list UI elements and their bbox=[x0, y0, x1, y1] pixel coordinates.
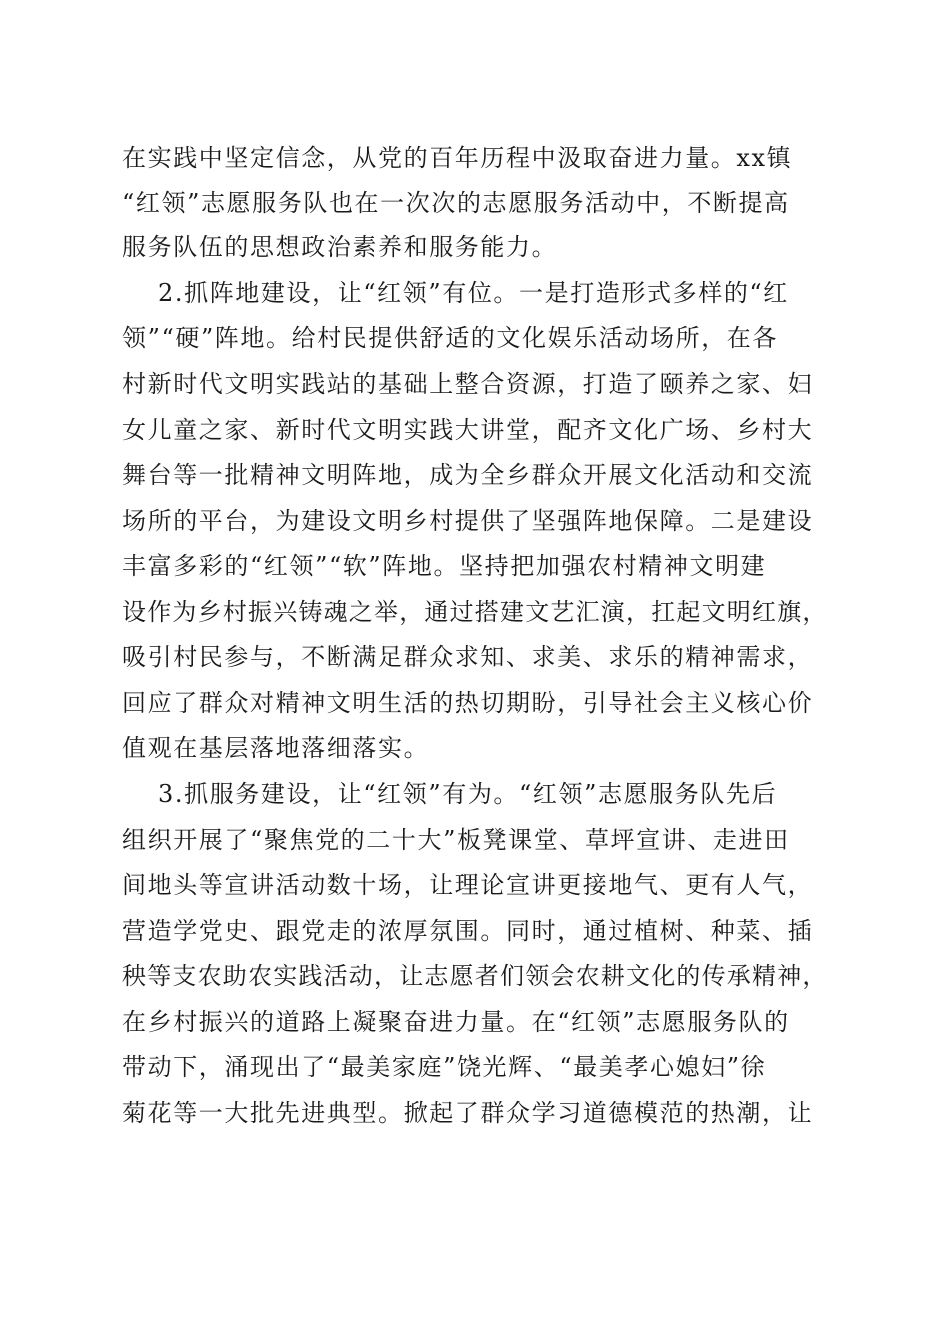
body-text-line: “红领”志愿服务队也在一次次的志愿服务活动中，不断提高 bbox=[122, 189, 790, 217]
body-text-line: 间地头等宣讲活动数十场，让理论宣讲更接地气、更有人气， bbox=[122, 871, 814, 899]
body-text-line: 在乡村振兴的道路上凝聚奋进力量。在“红领”志愿服务队的 bbox=[122, 1008, 790, 1036]
body-text-line: 菊花等一大批先进典型。掀起了群众学习道德模范的热潮，让 bbox=[122, 1099, 814, 1127]
body-text-line: 女儿童之家、新时代文明实践大讲堂，配齐文化广场、乡村大 bbox=[122, 416, 814, 444]
body-text-line: 舞台等一批精神文明阵地，成为全乡群众开展文化活动和交流 bbox=[122, 461, 814, 489]
body-text-line: 带动下，涌现出了“最美家庭”饶光辉、“最美孝心媳妇”徐 bbox=[122, 1053, 767, 1081]
body-text-line: 村新时代文明实践站的基础上整合资源，打造了颐养之家、妇 bbox=[122, 370, 814, 398]
body-text-line: 在实践中坚定信念，从党的百年历程中汲取奋进力量。xx镇 bbox=[122, 144, 793, 172]
body-text-line: 场所的平台，为建设文明乡村提供了坚强阵地保障。二是建设 bbox=[122, 507, 814, 535]
section-3-heading-line: 3.抓服务建设，让“红领”有为。“红领”志愿服务队先后 bbox=[158, 780, 778, 808]
body-text-line: 组织开展了“聚焦党的二十大”板凳课堂、草坪宣讲、走进田 bbox=[122, 826, 790, 854]
body-text-line: 服务队伍的思想政治素养和服务能力。 bbox=[122, 233, 558, 261]
body-text-line: 吸引村民参与，不断满足群众求知、求美、求乐的精神需求， bbox=[122, 643, 814, 671]
body-text-line: 回应了群众对精神文明生活的热切期盼，引导社会主义核心价 bbox=[122, 689, 814, 717]
body-text-line: 秧等支农助农实践活动，让志愿者们领会农耕文化的传承精神， bbox=[122, 962, 828, 990]
section-2-heading-line: 2.抓阵地建设，让“红领”有位。一是打造形式多样的“红 bbox=[158, 279, 789, 307]
body-text-line: 丰富多彩的“红领”“软”阵地。坚持把加强农村精神文明建 bbox=[122, 552, 767, 580]
body-text-line: 设作为乡村振兴铸魂之举，通过搭建文艺汇演，扛起文明红旗， bbox=[122, 598, 828, 626]
body-text-line: 营造学党史、跟党走的浓厚氛围。同时，通过植树、种菜、插 bbox=[122, 917, 814, 945]
body-text-line: 领”“硬”阵地。给村民提供舒适的文化娱乐活动场所，在各 bbox=[122, 324, 779, 352]
body-text-line: 值观在基层落地落细落实。 bbox=[122, 734, 430, 762]
